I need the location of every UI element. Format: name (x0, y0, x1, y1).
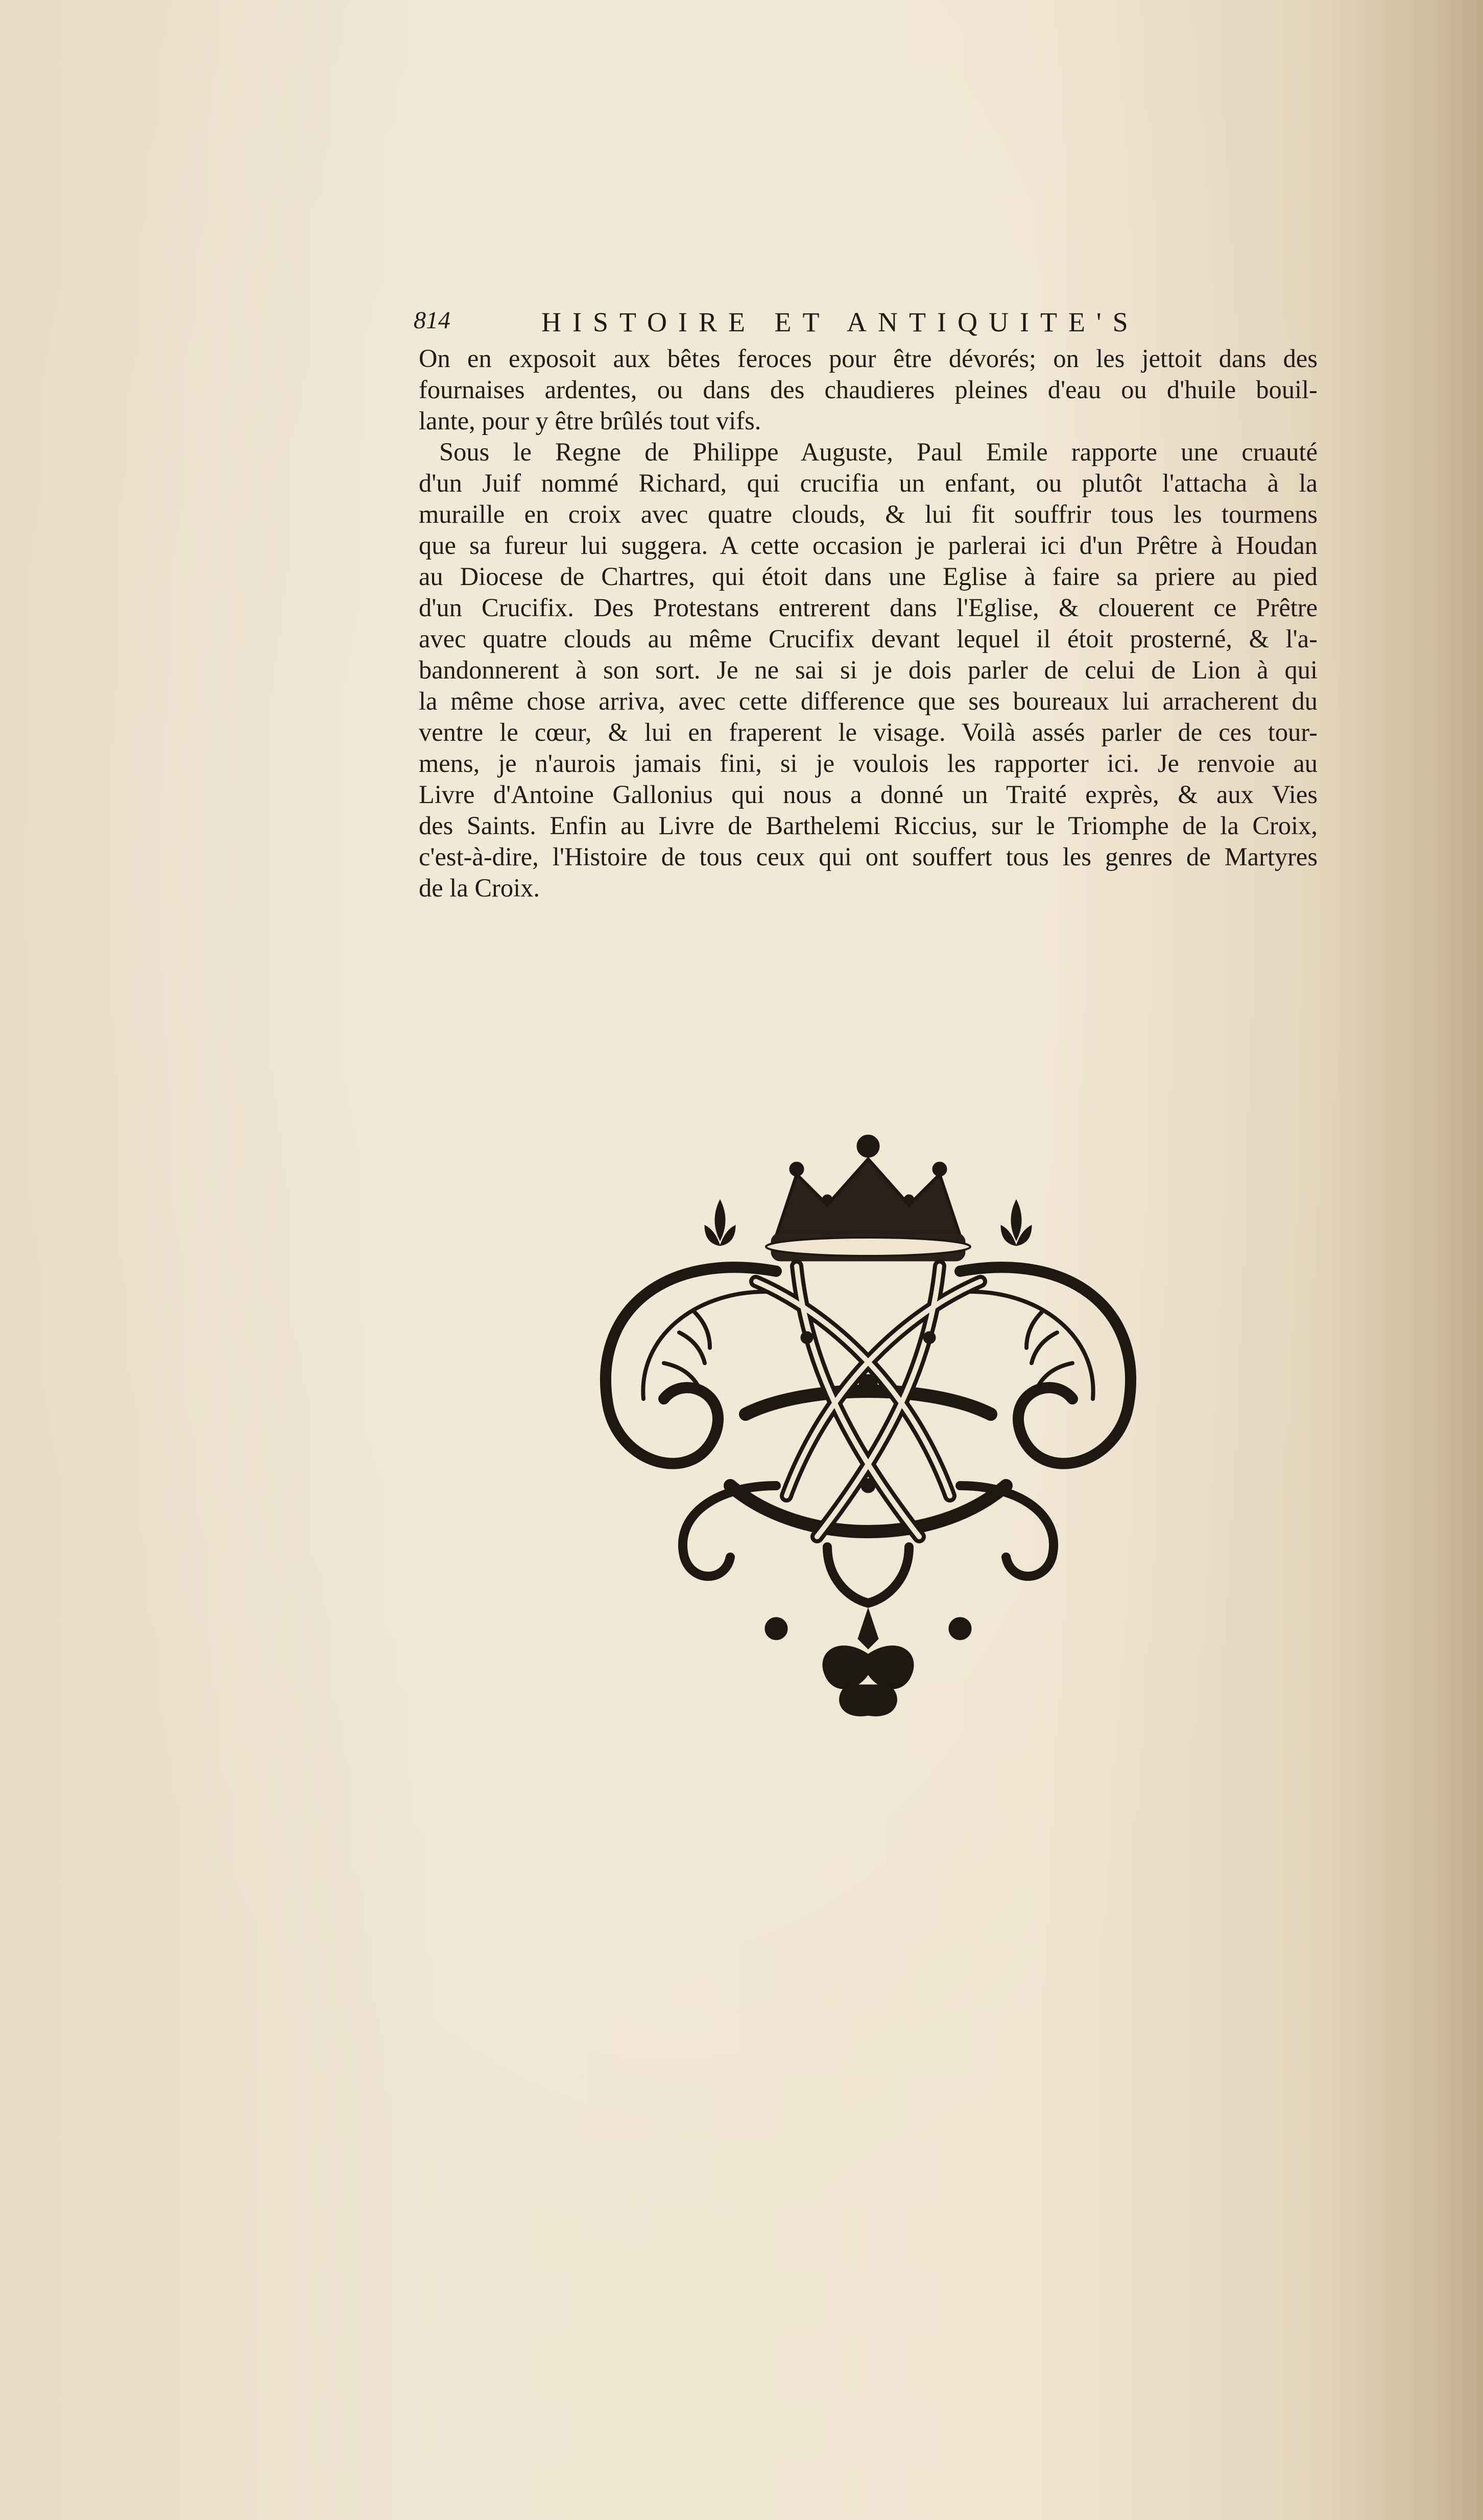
running-head (409, 306, 1318, 337)
text-line: On en exposoit aux bêtes feroces pour être dévorés; on les jettoit dans des (419, 344, 1318, 373)
page-gutter-shadow (1320, 0, 1483, 2520)
text-line: que sa fureur lui suggera. A cette occasion je parlerai ici d'un Prêtre à Houdan (419, 531, 1318, 560)
text-line: c'est-à-dire, l'Histoire de tous ceux qui ont souffert tous les genres de Martyres (419, 842, 1318, 871)
text-line: des Saints. Enfin au Livre de Barthelemi Riccius, sur le Triomphe de la Croix, (419, 811, 1318, 840)
text-line: Sous le Regne de Philippe Auguste, Paul Emile rapporte une cruauté (439, 438, 1318, 466)
page-number: 814 (414, 307, 450, 334)
text-line: avec quatre clouds au même Crucifix devant lequel il étoit prosterné, & l'a- (419, 624, 1318, 653)
interlaced-monogram (730, 1266, 1006, 1537)
text-line: d'un Crucifix. Des Protestans entrerent dans l'Eglise, & clouerent ce Prêtre (419, 593, 1318, 622)
text-line: lante, pour y être brûlés tout vifs. (419, 406, 761, 435)
crowned-monogram-fleuron-icon (562, 1098, 1175, 1726)
text-line: muraille en croix avec quatre clouds, & lui fit souffrir tous les tourmens (419, 500, 1318, 528)
text-line: Livre d'Antoine Gallonius qui nous a donné un Traité exprès, & aux Vies (419, 780, 1318, 809)
text-line: de la Croix. (419, 874, 540, 902)
text-line: d'un Juif nommé Richard, qui crucifia un enfant, ou plutôt l'attacha à la (419, 469, 1318, 497)
body-text (419, 343, 1318, 904)
text-line: mens, je n'aurois jamais fini, si je voulois les rapporter ici. Je renvoie au (419, 749, 1318, 778)
crown-icon (766, 1135, 970, 1261)
lower-scroll (683, 1486, 1054, 1603)
text-line: ventre le cœur, & lui en fraperent le visage. Voilà assés parler de ces tour- (419, 718, 1318, 746)
text-line: la même chose arriva, avec cette difference que ses boureaux lui arracherent du (419, 687, 1318, 715)
text-line: bandonnerent à son sort. Je ne sai si je dois parler de celui de Lion à qui (419, 656, 1318, 684)
running-title: HISTOIRE ET ANTIQUITE'S (541, 307, 1139, 337)
text-line: au Diocese de Chartres, qui étoit dans une Eglise à faire sa priere au pied (419, 562, 1318, 591)
text-line: fournaises ardentes, ou dans des chaudieres pleines d'eau ou d'huile bouil- (419, 375, 1318, 404)
